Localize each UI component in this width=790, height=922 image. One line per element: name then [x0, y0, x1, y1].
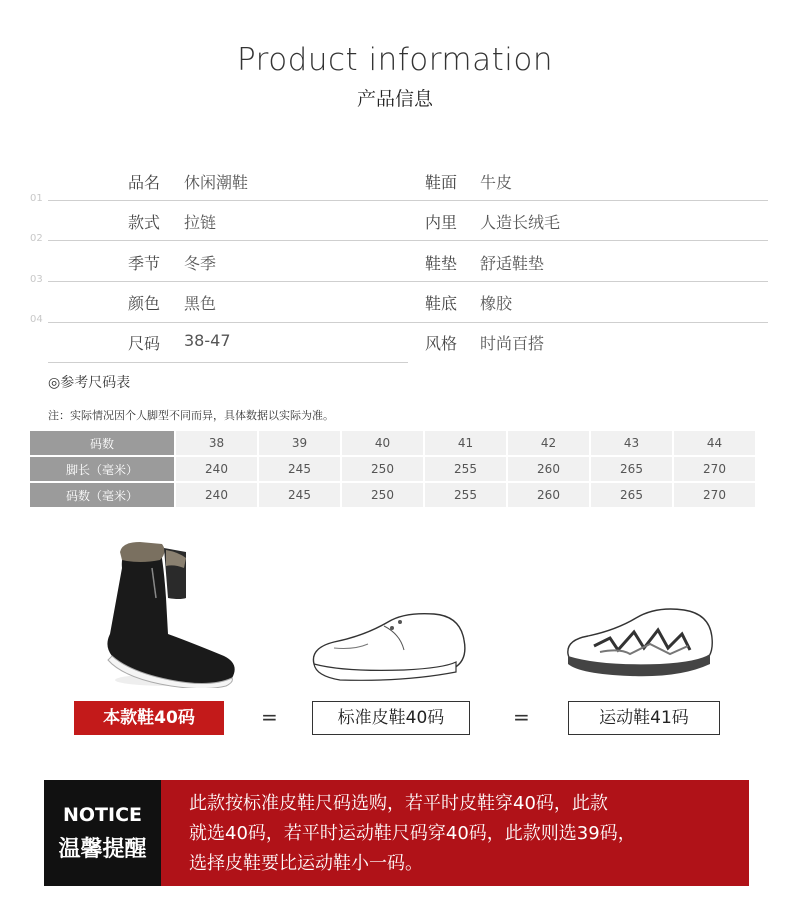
info-value: 舒适鞋垫 — [480, 254, 545, 273]
equals-sign: = — [513, 705, 530, 729]
table-cell: 255 — [425, 483, 506, 507]
notice-badge — [44, 780, 161, 886]
sport-shoe-size-label: 运动鞋41码 — [568, 701, 720, 735]
notice-title-cn: 温馨提醒 — [58, 837, 147, 862]
this-shoe-size-label: 本款鞋40码 — [74, 701, 224, 735]
table-cell: 40 — [342, 431, 423, 455]
table-cell: 250 — [342, 483, 423, 507]
info-label: 品名 — [128, 173, 161, 192]
table-row — [30, 431, 755, 455]
info-value: 黑色 — [184, 294, 217, 313]
table-cell: 240 — [176, 457, 257, 481]
size-table — [28, 429, 757, 509]
table-cell: 260 — [508, 457, 589, 481]
table-cell: 245 — [259, 483, 340, 507]
info-value: 牛皮 — [480, 173, 513, 192]
divider — [48, 281, 768, 282]
table-cell: 42 — [508, 431, 589, 455]
info-value: 时尚百搭 — [480, 334, 545, 353]
table-row — [30, 483, 755, 507]
divider — [48, 322, 768, 323]
info-label: 尺码 — [128, 334, 161, 353]
table-cell: 41 — [425, 431, 506, 455]
info-row — [0, 291, 790, 331]
table-cell: 43 — [591, 431, 672, 455]
info-value: 拉链 — [184, 213, 217, 232]
info-row — [0, 170, 790, 210]
table-cell: 260 — [508, 483, 589, 507]
row-header: 脚长（毫米） — [30, 457, 174, 481]
divider — [48, 200, 768, 201]
table-cell: 240 — [176, 483, 257, 507]
info-value: 冬季 — [184, 254, 217, 273]
info-label: 颜色 — [128, 294, 161, 313]
row-number: 04 — [30, 314, 43, 325]
size-chart-title: ◎参考尺码表 — [48, 375, 131, 391]
table-cell: 265 — [591, 483, 672, 507]
table-row — [30, 457, 755, 481]
row-header: 码数 — [30, 431, 174, 455]
table-cell: 270 — [674, 457, 755, 481]
leather-shoe-sketch — [304, 604, 474, 689]
sport-shoe-sketch — [560, 604, 720, 684]
page-subtitle: 产品信息 — [356, 88, 433, 110]
table-cell: 38 — [176, 431, 257, 455]
info-row — [0, 251, 790, 291]
row-header: 码数（毫米） — [30, 483, 174, 507]
size-chart-note: 注：实际情况因个人脚型不同而异，具体数据以实际为准。 — [48, 409, 334, 422]
notice-panel — [161, 780, 749, 886]
table-cell: 255 — [425, 457, 506, 481]
info-value: 休闲潮鞋 — [184, 173, 249, 192]
info-value: 38-47 — [184, 331, 231, 350]
notice-text: 此款按标准皮鞋尺码选购，若平时皮鞋穿40码，此款 — [189, 793, 608, 814]
leather-shoe-size-label: 标准皮鞋40码 — [312, 701, 470, 735]
row-number: 02 — [30, 233, 43, 244]
table-cell: 245 — [259, 457, 340, 481]
info-label: 风格 — [425, 334, 458, 353]
boot-image — [100, 538, 260, 688]
info-label: 鞋底 — [425, 294, 458, 313]
info-label: 季节 — [128, 254, 161, 273]
table-cell: 44 — [674, 431, 755, 455]
info-label: 鞋面 — [425, 173, 458, 192]
info-label: 鞋垫 — [425, 254, 458, 273]
row-number: 01 — [30, 193, 43, 204]
info-value: 橡胶 — [480, 294, 513, 313]
table-cell: 39 — [259, 431, 340, 455]
info-row — [0, 331, 790, 371]
info-label: 款式 — [128, 213, 161, 232]
equals-sign: = — [261, 705, 278, 729]
table-cell: 250 — [342, 457, 423, 481]
info-label: 内里 — [425, 213, 458, 232]
info-value: 人造长绒毛 — [480, 213, 561, 232]
table-cell: 265 — [591, 457, 672, 481]
divider — [48, 362, 408, 363]
divider — [48, 240, 768, 241]
row-number: 03 — [30, 274, 43, 285]
table-cell: 270 — [674, 483, 755, 507]
notice-text: 选择皮鞋要比运动鞋小一码。 — [189, 853, 423, 874]
notice-text: 就选40码，若平时运动鞋尺码穿40码，此款则选39码， — [189, 823, 636, 844]
page-title: Product information — [237, 42, 553, 78]
notice-title-en: NOTICE — [62, 804, 142, 826]
info-row — [0, 210, 790, 250]
